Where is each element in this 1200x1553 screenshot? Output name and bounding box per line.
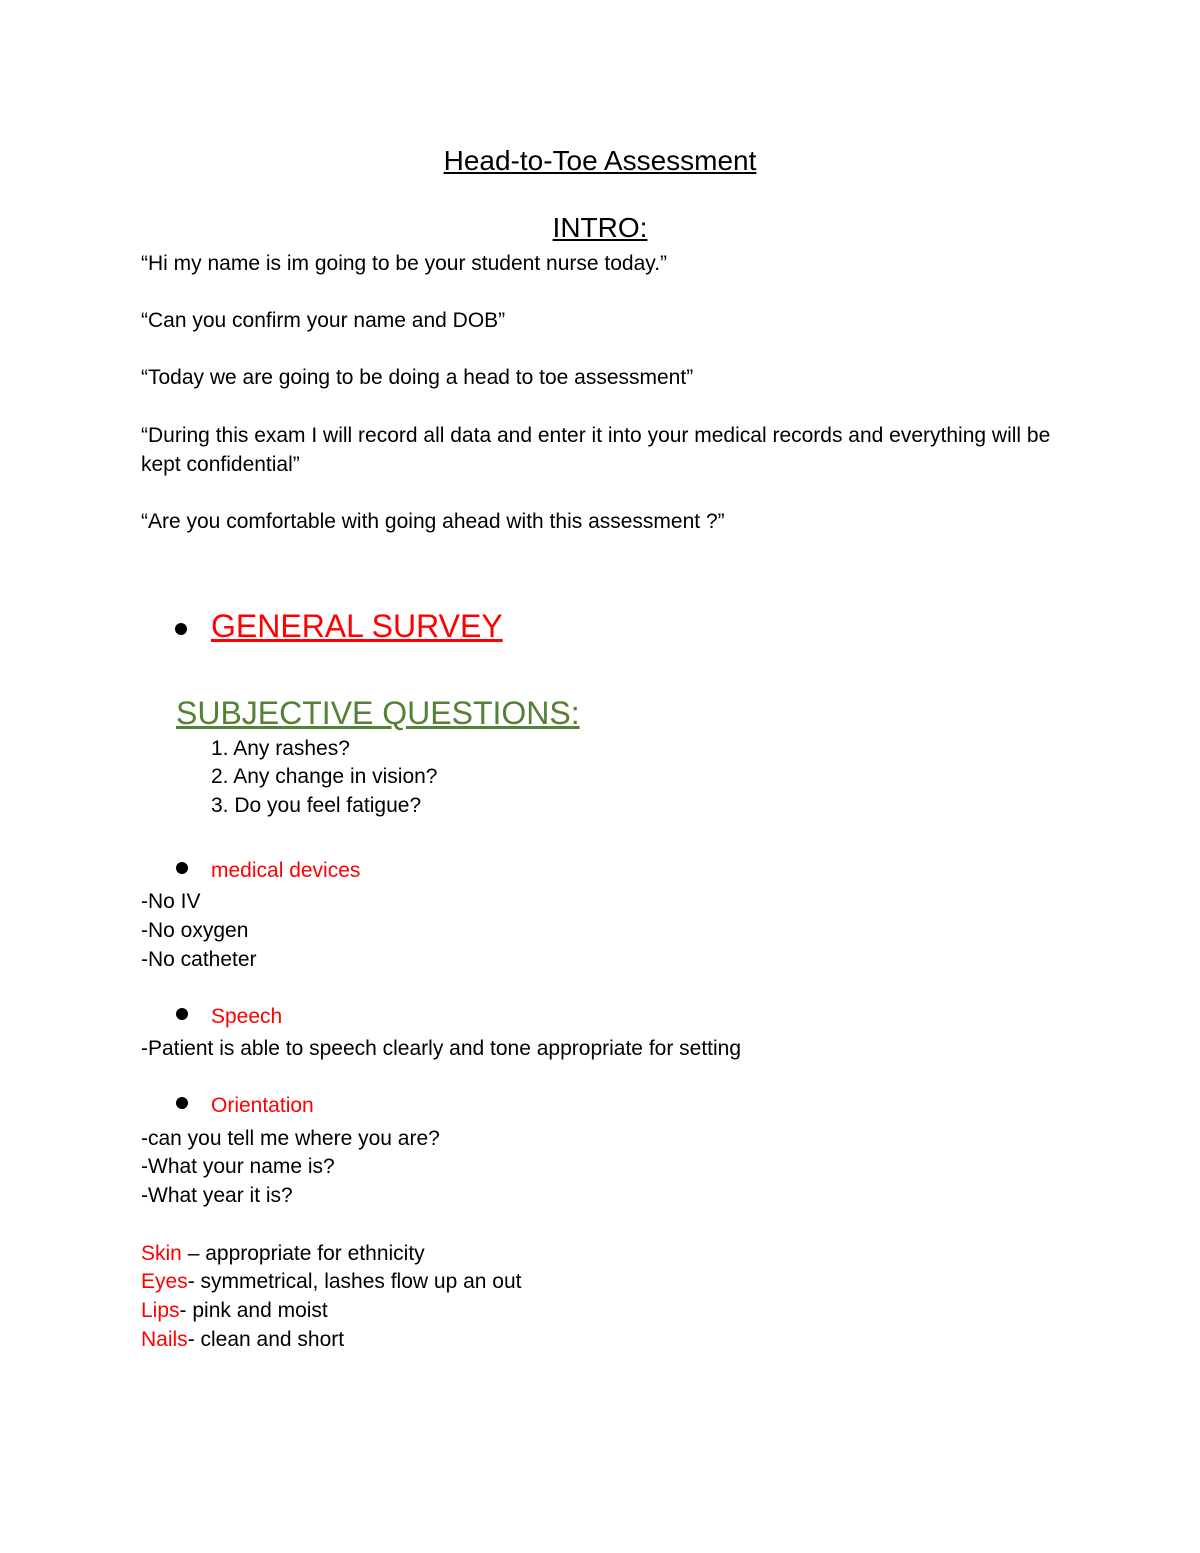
intro-heading: INTRO:: [552, 212, 648, 243]
finding-text: - symmetrical, lashes flow up an out: [187, 1270, 522, 1293]
list-item: 2. Any change in vision?: [211, 765, 438, 788]
intro-line: “Today we are going to be doing a head to toe assessment”: [141, 366, 694, 389]
general-survey-heading: GENERAL SURVEY: [211, 608, 503, 644]
finding-label: Eyes: [141, 1270, 188, 1293]
intro-line: “Can you confirm your name and DOB”: [141, 309, 506, 332]
finding-lips: [141, 1296, 328, 1325]
list-item: -No catheter: [141, 948, 257, 971]
finding-eyes: [141, 1267, 521, 1296]
intro-line: “During this exam I will record all data and enter it into your medical records and everything will be kept confidential”: [141, 424, 1051, 476]
list-item: 3. Do you feel fatigue?: [211, 794, 422, 817]
intro-line: “Are you comfortable with going ahead with this assessment ?”: [141, 510, 725, 533]
finding-nails: [141, 1325, 344, 1354]
intro-line: “Hi my name is im going to be your student nurse today.”: [141, 252, 668, 275]
medical-devices-label: medical devices: [211, 859, 361, 882]
orientation-label: Orientation: [211, 1094, 314, 1117]
bullet-icon: [175, 623, 187, 635]
bullet-icon: [176, 1097, 188, 1109]
finding-text: – appropriate for ethnicity: [181, 1242, 425, 1265]
finding-label: Nails: [141, 1328, 188, 1351]
finding-skin: [141, 1239, 425, 1268]
finding-text: - pink and moist: [179, 1299, 328, 1322]
list-item: -What year it is?: [141, 1184, 293, 1207]
finding-label: Skin: [141, 1242, 182, 1265]
list-item: -Patient is able to speech clearly and tone appropriate for setting: [141, 1037, 742, 1060]
bullet-icon: [176, 862, 188, 874]
subjective-questions-heading: SUBJECTIVE QUESTIONS:: [176, 695, 580, 731]
list-item: -What your name is?: [141, 1155, 335, 1178]
list-item: 1. Any rashes?: [211, 737, 350, 760]
document-title: Head-to-Toe Assessment: [443, 145, 757, 176]
speech-label: Speech: [211, 1005, 283, 1028]
list-item: -No IV: [141, 890, 201, 913]
list-item: -No oxygen: [141, 919, 249, 942]
list-item: -can you tell me where you are?: [141, 1127, 440, 1150]
finding-label: Lips: [141, 1299, 180, 1322]
finding-text: - clean and short: [187, 1328, 345, 1351]
bullet-icon: [176, 1008, 188, 1020]
